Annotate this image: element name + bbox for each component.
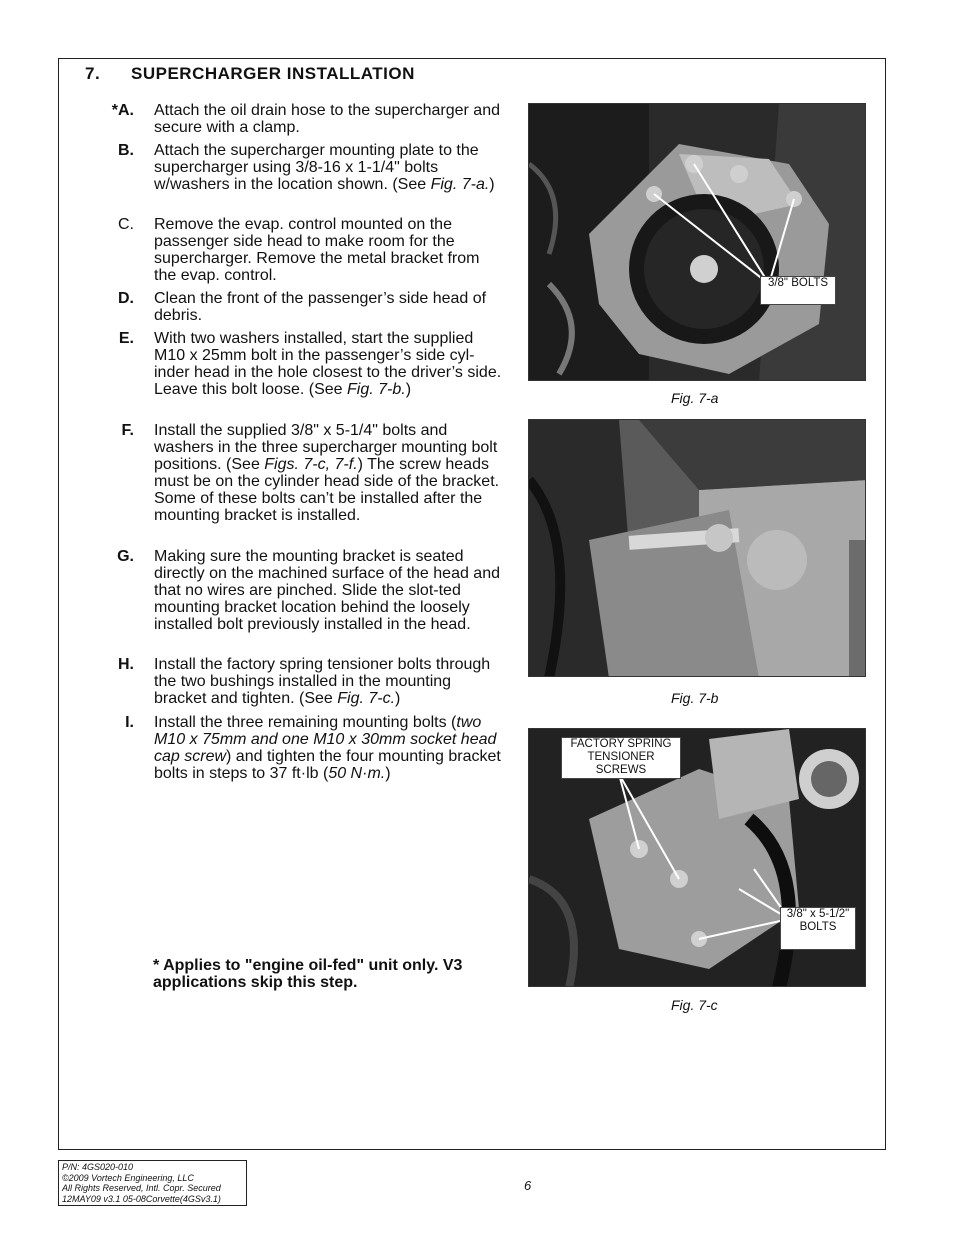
step-text: Attach the oil drain hose to the supercharger and secure with a clamp. — [154, 102, 500, 136]
step-label: C. — [118, 216, 134, 233]
figure-7b-caption: Fig. 7-b — [671, 690, 719, 706]
section-number: 7. — [85, 64, 101, 83]
footer-info — [58, 1160, 247, 1206]
step-label: H. — [118, 656, 134, 673]
step-label: G. — [117, 548, 134, 565]
step-label: B. — [118, 142, 134, 159]
step-text: Install the supplied 3/8" x 5-1/4" bolts and washers in the three supercharger mounting bolt positions. (See Figs. 7-c, 7-f.) The screw heads must be on the cylinder head side of the bracket. Some of these bolts can’t be installed after the mounting bracket is installed. — [154, 422, 500, 524]
rights: All Rights Reserved, Intl. Copr. Secured — [62, 1183, 221, 1193]
step-label: E. — [118, 330, 134, 347]
copyright: ©2009 Vortech Engineering, LLC — [62, 1172, 194, 1183]
callout-tensioner-screws: FACTORY SPRING TENSIONER SCREWS — [561, 737, 681, 779]
step-label: I. — [125, 714, 134, 731]
step-label: D. — [118, 290, 134, 307]
figure-7a-caption: Fig. 7-a — [671, 390, 719, 406]
step-text: Remove the evap. control mounted on the passenger side head to make room for the supercharger. Remove the metal bracket from the evap. control. — [154, 216, 480, 284]
part-number: P/N: 4GS020-010 — [62, 1162, 134, 1172]
section-title: SUPERCHARGER INSTALLATION — [131, 64, 415, 83]
step-text: Install the factory spring tensioner bolts through the two bushings installed in the mounting bracket and tighten. (See Fig. 7-c.) — [154, 656, 491, 707]
step-text: With two washers installed, start the supplied M10 x 25mm bolt in the passenger’s side cyl-inder head in the hole closest to the driver’s side. Leave this bolt loose. (See Fig. 7-b.) — [154, 330, 502, 398]
page-number: 6 — [524, 1178, 532, 1193]
callout-3-8-x-5-1-2-bolts: 3/8" x 5-1/2" BOLTS — [780, 907, 856, 950]
step-text: Install the three remaining mounting bolts (two M10 x 75mm and one M10 x 30mm socket head cap screw) and tighten the four mounting bracket bolts in steps to 37 ft·lb (50 N·m.) — [154, 714, 501, 782]
step-label: F. — [121, 422, 134, 439]
figure-7a-photo — [528, 103, 866, 381]
step-text: Attach the supercharger mounting plate to the supercharger using 3/8-16 x 1-1/4" bolts w/washers in the location shown. (See Fig. 7-a.) — [154, 142, 495, 193]
step-text: Clean the front of the passenger’s side head of debris. — [154, 290, 487, 324]
oil-fed-note: * Applies to "engine oil-fed" unit only. V3 applications skip this step. — [153, 957, 463, 991]
step-text: Making sure the mounting bracket is seated directly on the machined surface of the head and that no wires are pinched. Slide the slot-ted mounting bracket location behind the loosely installed bolt previously installed in the head. — [154, 548, 500, 633]
callout-3-8-bolts: 3/8" BOLTS — [760, 276, 836, 305]
step-label: *A. — [111, 102, 134, 119]
revision: 12MAY09 v3.1 05-08Corvette(4GSv3.1) — [62, 1193, 221, 1204]
figure-7c-caption: Fig. 7-c — [671, 997, 718, 1013]
figure-7b-photo — [528, 419, 866, 677]
